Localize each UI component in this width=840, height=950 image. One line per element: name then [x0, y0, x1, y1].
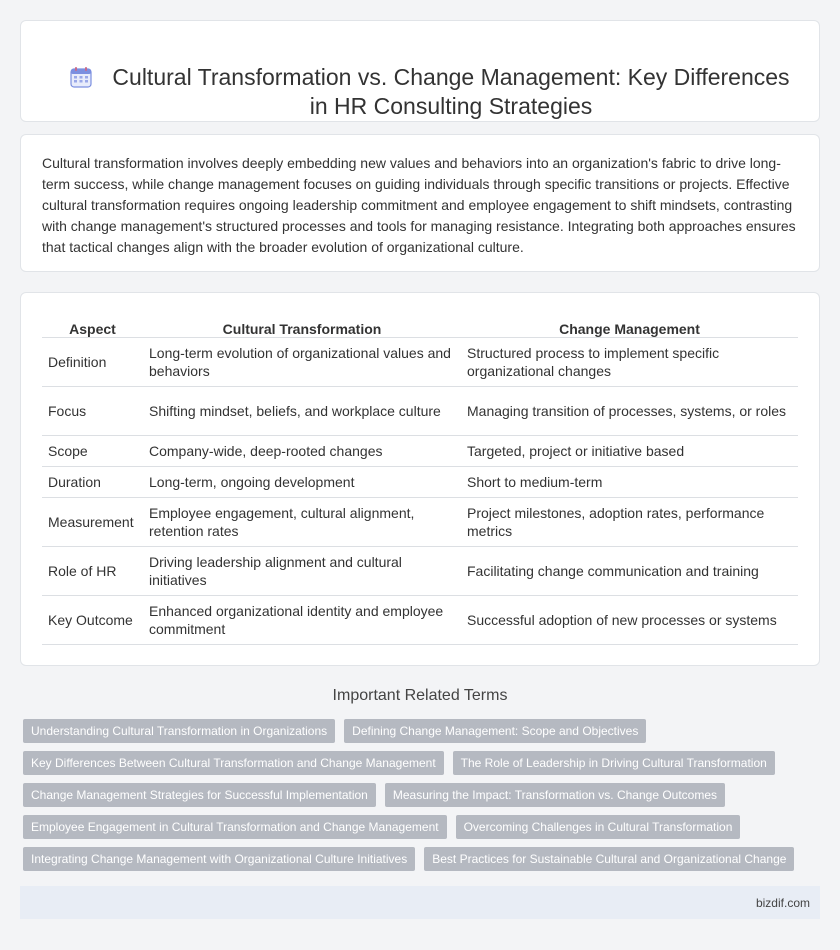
change-cell: Successful adoption of new processes or systems — [461, 595, 798, 644]
change-cell: Project milestones, adoption rates, performance metrics — [461, 497, 798, 546]
table-row — [42, 435, 798, 466]
related-term-link[interactable]: Integrating Change Management with Organizational Culture Initiatives — [23, 847, 415, 871]
footer-bar — [20, 886, 820, 919]
table-header-row — [42, 310, 798, 337]
intro-card — [20, 134, 820, 272]
comparison-table — [42, 310, 798, 645]
cultural-cell: Enhanced organizational identity and employee commitment — [143, 595, 461, 644]
aspect-cell: Definition — [42, 337, 143, 386]
table-row — [42, 546, 798, 595]
table-row — [42, 466, 798, 497]
table-row — [42, 337, 798, 386]
related-term-link[interactable]: Key Differences Between Cultural Transformation and Change Management — [23, 751, 444, 775]
aspect-cell: Duration — [42, 466, 143, 497]
related-term-link[interactable]: Overcoming Challenges in Cultural Transformation — [456, 815, 741, 839]
cultural-cell: Driving leadership alignment and cultural initiatives — [143, 546, 461, 595]
change-cell: Targeted, project or initiative based — [461, 435, 798, 466]
related-term-link[interactable]: Measuring the Impact: Transformation vs. Change Outcomes — [385, 783, 725, 807]
aspect-cell: Measurement — [42, 497, 143, 546]
page-title: Cultural Transformation vs. Change Management: Key Differences in HR Consulting Strategies — [112, 64, 790, 119]
table-row — [42, 497, 798, 546]
cultural-cell: Company-wide, deep-rooted changes — [143, 435, 461, 466]
table-row — [42, 595, 798, 644]
header-cultural-transformation: Cultural Transformation — [143, 310, 461, 337]
related-term-link[interactable]: Change Management Strategies for Successful Implementation — [23, 783, 376, 807]
change-cell: Managing transition of processes, systems, or roles — [461, 386, 798, 435]
table-row — [42, 386, 798, 435]
aspect-cell: Scope — [42, 435, 143, 466]
related-term-link[interactable]: The Role of Leadership in Driving Cultural Transformation — [453, 751, 775, 775]
related-term-link[interactable]: Employee Engagement in Cultural Transformation and Change Management — [23, 815, 447, 839]
related-terms-list — [23, 719, 813, 879]
calendar-icon — [69, 65, 93, 89]
title-card — [20, 20, 820, 122]
related-terms-heading: Important Related Terms — [332, 687, 508, 704]
intro-paragraph: Cultural transformation involves deeply embedding new values and behaviors into an organization's fabric to drive long-term success, while change management focuses on guiding individuals through specific transitions or projects. Effective cultural transformation requires ongoing leadership commitment and employee engagement to shift mindsets, contrasting with change management's structured processes and tools for managing resistance. Integrating both approaches ensures that tactical changes align with the broader evolution of organizational culture. — [42, 155, 796, 255]
header-aspect: Aspect — [42, 310, 143, 337]
cultural-cell: Long-term, ongoing development — [143, 466, 461, 497]
change-cell: Short to medium-term — [461, 466, 798, 497]
cultural-cell: Shifting mindset, beliefs, and workplace culture — [143, 386, 461, 435]
cultural-cell: Employee engagement, cultural alignment, retention rates — [143, 497, 461, 546]
aspect-cell: Focus — [42, 386, 143, 435]
change-cell: Facilitating change communication and training — [461, 546, 798, 595]
related-term-link[interactable]: Understanding Cultural Transformation in Organizations — [23, 719, 335, 743]
aspect-cell: Role of HR — [42, 546, 143, 595]
aspect-cell: Key Outcome — [42, 595, 143, 644]
site-link[interactable]: bizdif.com — [755, 896, 810, 910]
change-cell: Structured process to implement specific organizational changes — [461, 337, 798, 386]
related-term-link[interactable]: Best Practices for Sustainable Cultural and Organizational Change — [424, 847, 794, 871]
cultural-cell: Long-term evolution of organizational values and behaviors — [143, 337, 461, 386]
header-change-management: Change Management — [461, 310, 798, 337]
related-term-link[interactable]: Defining Change Management: Scope and Objectives — [344, 719, 646, 743]
comparison-card — [20, 292, 820, 666]
